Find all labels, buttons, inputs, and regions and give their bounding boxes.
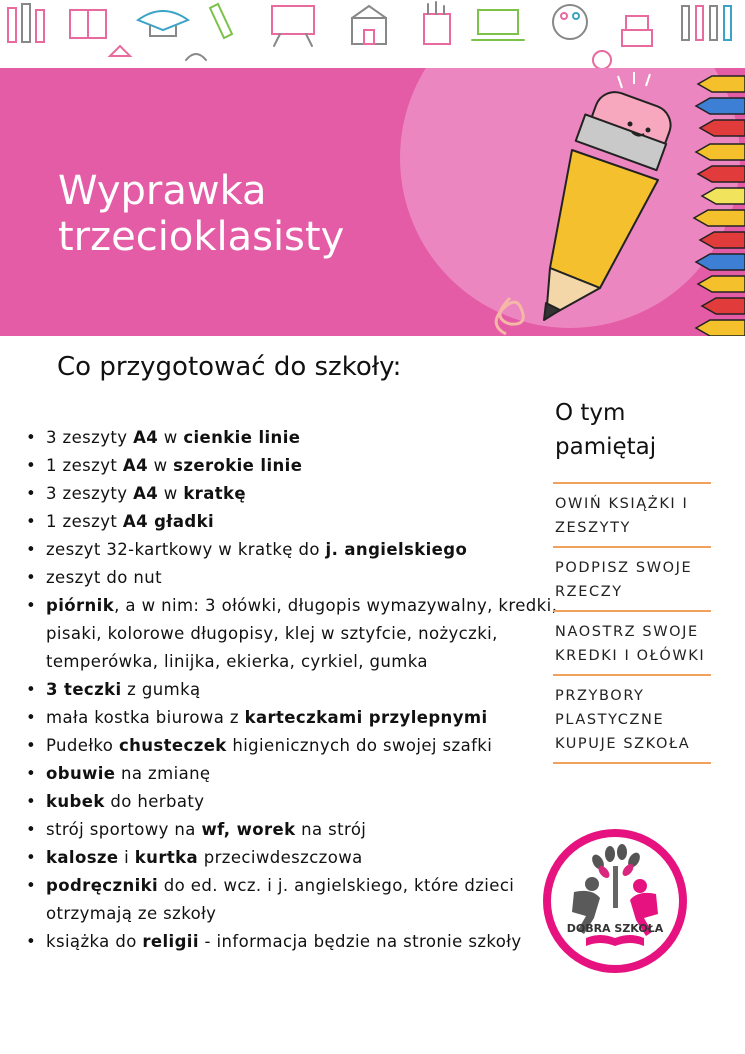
reminders-heading-line2: pamiętaj xyxy=(555,434,657,460)
reminder-item: OWIŃ KSIĄŻKI I ZESZYTY xyxy=(553,482,711,546)
supply-item-text: książka do xyxy=(46,932,143,951)
supply-item xyxy=(26,564,566,592)
school-doodles-strip xyxy=(0,0,745,70)
supply-item-text: mała kostka biurowa z xyxy=(46,708,245,727)
supply-item-bold-text: kalosze xyxy=(46,848,119,867)
logo-text: DOBRA SZKOŁA xyxy=(566,922,664,935)
supply-item-bold-text: kubek xyxy=(46,792,105,811)
supply-item xyxy=(26,452,566,480)
supply-item-text: na zmianę xyxy=(115,764,211,783)
supplies-list xyxy=(26,424,566,956)
page-title-line1: Wyprawka xyxy=(58,168,267,214)
supply-item-text: zeszyt 32-kartkowy w kratkę do xyxy=(46,540,326,559)
reminders-list xyxy=(553,482,711,764)
supply-item-bold-text: religii xyxy=(142,932,199,951)
supply-item xyxy=(26,592,566,676)
supply-item xyxy=(26,704,566,732)
supply-item-text: 1 zeszyt xyxy=(46,456,123,475)
supply-item-text: , a w nim: 3 ołówki, długopis wymazywalny, kredki, pisaki, kolorowe długopisy, klej w sztyfcie, nożyczki, temperówka, linijka, ekierka, cyrkiel, gumka xyxy=(46,596,558,671)
supply-item xyxy=(26,424,566,452)
page-title xyxy=(58,168,344,260)
supply-item-bold-text: piórnik xyxy=(46,596,115,615)
supply-item xyxy=(26,928,566,956)
supply-item-bold-text: j. angielskiego xyxy=(325,540,468,559)
supply-item-text: do herbaty xyxy=(104,792,205,811)
supply-item-bold-text: A4 gładki xyxy=(122,512,215,531)
cartoon-pencil-illustration xyxy=(480,68,700,336)
supply-item-text: strój sportowy na xyxy=(46,820,202,839)
supply-item-text: 3 zeszyty xyxy=(46,484,134,503)
reminders-divider xyxy=(553,762,711,764)
supply-item-text: w xyxy=(158,428,184,447)
supply-item-bold-text: kratkę xyxy=(183,484,247,503)
supply-item xyxy=(26,676,566,704)
supply-item-text: na strój xyxy=(295,820,367,839)
school-logo-emblem xyxy=(540,826,690,976)
supply-item-text: higienicznych do swojej szafki xyxy=(226,736,493,755)
supply-item-bold-text: obuwie xyxy=(46,764,116,783)
supply-item xyxy=(26,816,566,844)
reminders-heading-line1: O tym xyxy=(555,400,626,426)
supply-item-text: - informacja będzie na stronie szkoły xyxy=(198,932,522,951)
supply-item xyxy=(26,508,566,536)
supply-item-text: 1 zeszyt xyxy=(46,512,123,531)
supply-item xyxy=(26,732,566,760)
supply-item-bold-text: kurtka xyxy=(134,848,199,867)
school-logo xyxy=(540,826,690,976)
title-banner xyxy=(0,68,745,336)
supply-item xyxy=(26,788,566,816)
school-icons-doodles xyxy=(0,0,745,70)
supply-item-bold-text: 3 teczki xyxy=(46,680,122,699)
supply-item-text: 3 zeszyty xyxy=(46,428,134,447)
supply-item-text: z gumką xyxy=(121,680,201,699)
supply-item-bold-text: A4 xyxy=(133,428,159,447)
supply-item-bold-text: cienkie linie xyxy=(183,428,301,447)
supply-item xyxy=(26,872,566,928)
supply-item-text: w xyxy=(147,456,174,475)
reminder-item: NAOSTRZ SWOJE KREDKI I OŁÓWKI xyxy=(553,610,711,674)
supply-item-bold-text: A4 xyxy=(133,484,159,503)
reminder-item: PRZYBORY PLASTYCZNE KUPUJE SZKOŁA xyxy=(553,674,711,762)
supply-item-bold-text: karteczkami przylepnymi xyxy=(244,708,488,727)
supply-item-bold-text: wf, worek xyxy=(201,820,296,839)
page-title-line2: trzecioklasisty xyxy=(58,214,345,260)
supply-item xyxy=(26,844,566,872)
supply-item-text: przeciwdeszczowa xyxy=(198,848,363,867)
reminder-item: PODPISZ SWOJE RZECZY xyxy=(553,546,711,610)
supply-item-text: do ed. wcz. i j. angielskiego, które dzieci otrzymają ze szkoły xyxy=(46,876,515,923)
supply-item xyxy=(26,480,566,508)
supply-item-bold-text: szerokie linie xyxy=(173,456,303,475)
supply-item-bold-text: A4 xyxy=(122,456,148,475)
supply-item-text: i xyxy=(118,848,135,867)
supply-item-bold-text: podręczniki xyxy=(46,876,159,895)
supply-item xyxy=(26,536,566,564)
supply-item-text: zeszyt do nut xyxy=(46,568,162,587)
supply-item-text: w xyxy=(158,484,184,503)
supply-item xyxy=(26,760,566,788)
supply-item-bold-text: chusteczek xyxy=(118,736,227,755)
checklist-heading: Co przygotować do szkoły: xyxy=(57,352,402,382)
supply-item-text: Pudełko xyxy=(46,736,119,755)
reminders-heading xyxy=(555,396,656,464)
